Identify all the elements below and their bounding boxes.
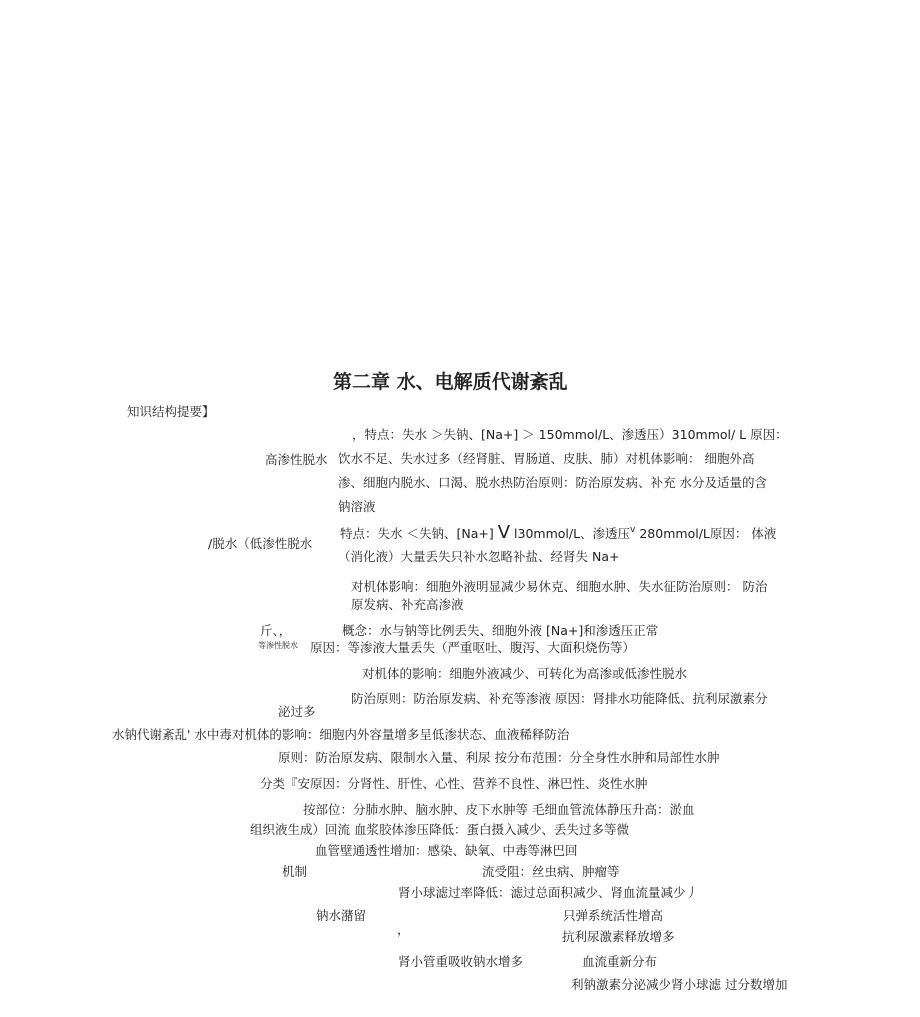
edema-raas: 只弹系统活性增高 xyxy=(563,908,664,923)
edema-lymph: 流受阻：丝虫病、肿瘤等 xyxy=(482,864,620,879)
hypertonic-line-3: 渗、细胞内脱水、口渴、脱水热防治原则：防治原发病、补充 水分及适量的含 xyxy=(338,475,767,490)
water-intox-line-0: 泌过多 xyxy=(278,704,316,719)
section-header: 知识结构提要】 xyxy=(127,404,215,419)
isotonic-line-1: 概念：水与钠等比例丢失、细胞外液 [Na+]和渗透压正常 xyxy=(342,623,659,638)
isotonic-line-3: 对机体的影响：细胞外液减少、可转化为高渗或低渗性脱水 xyxy=(362,666,688,681)
hypotonic-v-mark: V xyxy=(497,522,511,543)
edema-natriuretic: 利钠激素分泌减少肾小球滤 过分数增加 xyxy=(571,977,788,992)
hypotonic-line-2: （消化液）大量丢失只补水忽略补盐、经肾失 Na+ xyxy=(338,549,620,564)
edema-retention: 钠水潴留 xyxy=(316,908,367,923)
isotonic-line-2: 原因：等渗液大量丢失（严重呕吐、腹泻、大面积烧伤等） xyxy=(310,640,636,655)
edema-site: 按部位：分肺水肿、脑水肿、皮下水肿等 毛细血管流体静压升高：淤血 xyxy=(303,802,695,817)
edema-redistribution: 血流重新分布 xyxy=(582,954,658,969)
hypotonic-line-1 xyxy=(340,522,777,543)
edema-classification: 分类『安原因：分肾性、肝性、心性、营养不良性、淋巴性、炎性水肿 xyxy=(260,776,648,791)
hypotonic-line-1-a: 特点：失水 ＜失钠、[Na+] xyxy=(340,526,494,541)
edema-permeability: 血管壁通透性增加：感染、缺氧、中毒等淋巴回 xyxy=(315,843,578,858)
edema-adh: 抗利尿激素释放增多 xyxy=(562,929,675,944)
hypertonic-line-2: 饮水不足、失水过多（经肾脏、胃肠道、皮肤、肺）对机体影响： 细胞外高 xyxy=(338,451,755,466)
edema-gfr: 肾小球滤过率降低：滤过总面积减少、肾血流量减少丿 xyxy=(398,885,699,900)
edema-tubule: 肾小管重吸收钠水增多 xyxy=(398,954,524,969)
edema-comma: ， xyxy=(397,922,410,937)
hypotonic-line-1-b: l30mmol/L、渗透压 xyxy=(514,526,631,541)
hypotonic-sup-mark: v xyxy=(630,525,636,535)
water-intox-line-1: 水钠代谢紊乱' 水中毒对机体的影响：细胞内外容量增多呈低渗状态、血液稀释防治 xyxy=(112,727,570,742)
hypotonic-label: /脱水（低渗性脱水 xyxy=(208,536,313,551)
water-intox-line-2: 原则：防治原发病、限制水入量、利尿 按分布范围：分全身性水肿和局部性水肿 xyxy=(278,750,720,765)
hypotonic-line-3: 对机体影响：细胞外液明显减少易休克、细胞水肿、失水征防治原则： 防治 xyxy=(351,579,768,594)
edema-mechanism: 机制 xyxy=(282,864,308,879)
isotonic-line-4: 防治原则：防治原发病、补充等渗液 原因：肾排水功能降低、抗利尿激素分 xyxy=(351,691,768,706)
hypotonic-line-1-c: 280mmol/L原因： 体液 xyxy=(639,526,777,541)
edema-formation: 组织液生成）回流 血浆胶体渗压降低：蛋白摄入减少、丢失过多等微 xyxy=(250,822,629,837)
hypertonic-line-1: ，特点：失水 ＞失钠、[Na+] ＞ 150mmol/L、渗透压）310mmol/ L 原因： xyxy=(352,427,788,442)
isotonic-mark: 斤、， xyxy=(260,623,292,638)
page-title: 第二章 水、电解质代谢紊乱 xyxy=(333,371,568,393)
hypotonic-line-4: 原发病、补充高渗液 xyxy=(351,597,464,612)
isotonic-label: 等渗性脱水 xyxy=(258,641,298,650)
hypertonic-line-4: 钠溶液 xyxy=(338,499,376,514)
hypertonic-label: 高渗性脱水 xyxy=(265,452,328,467)
